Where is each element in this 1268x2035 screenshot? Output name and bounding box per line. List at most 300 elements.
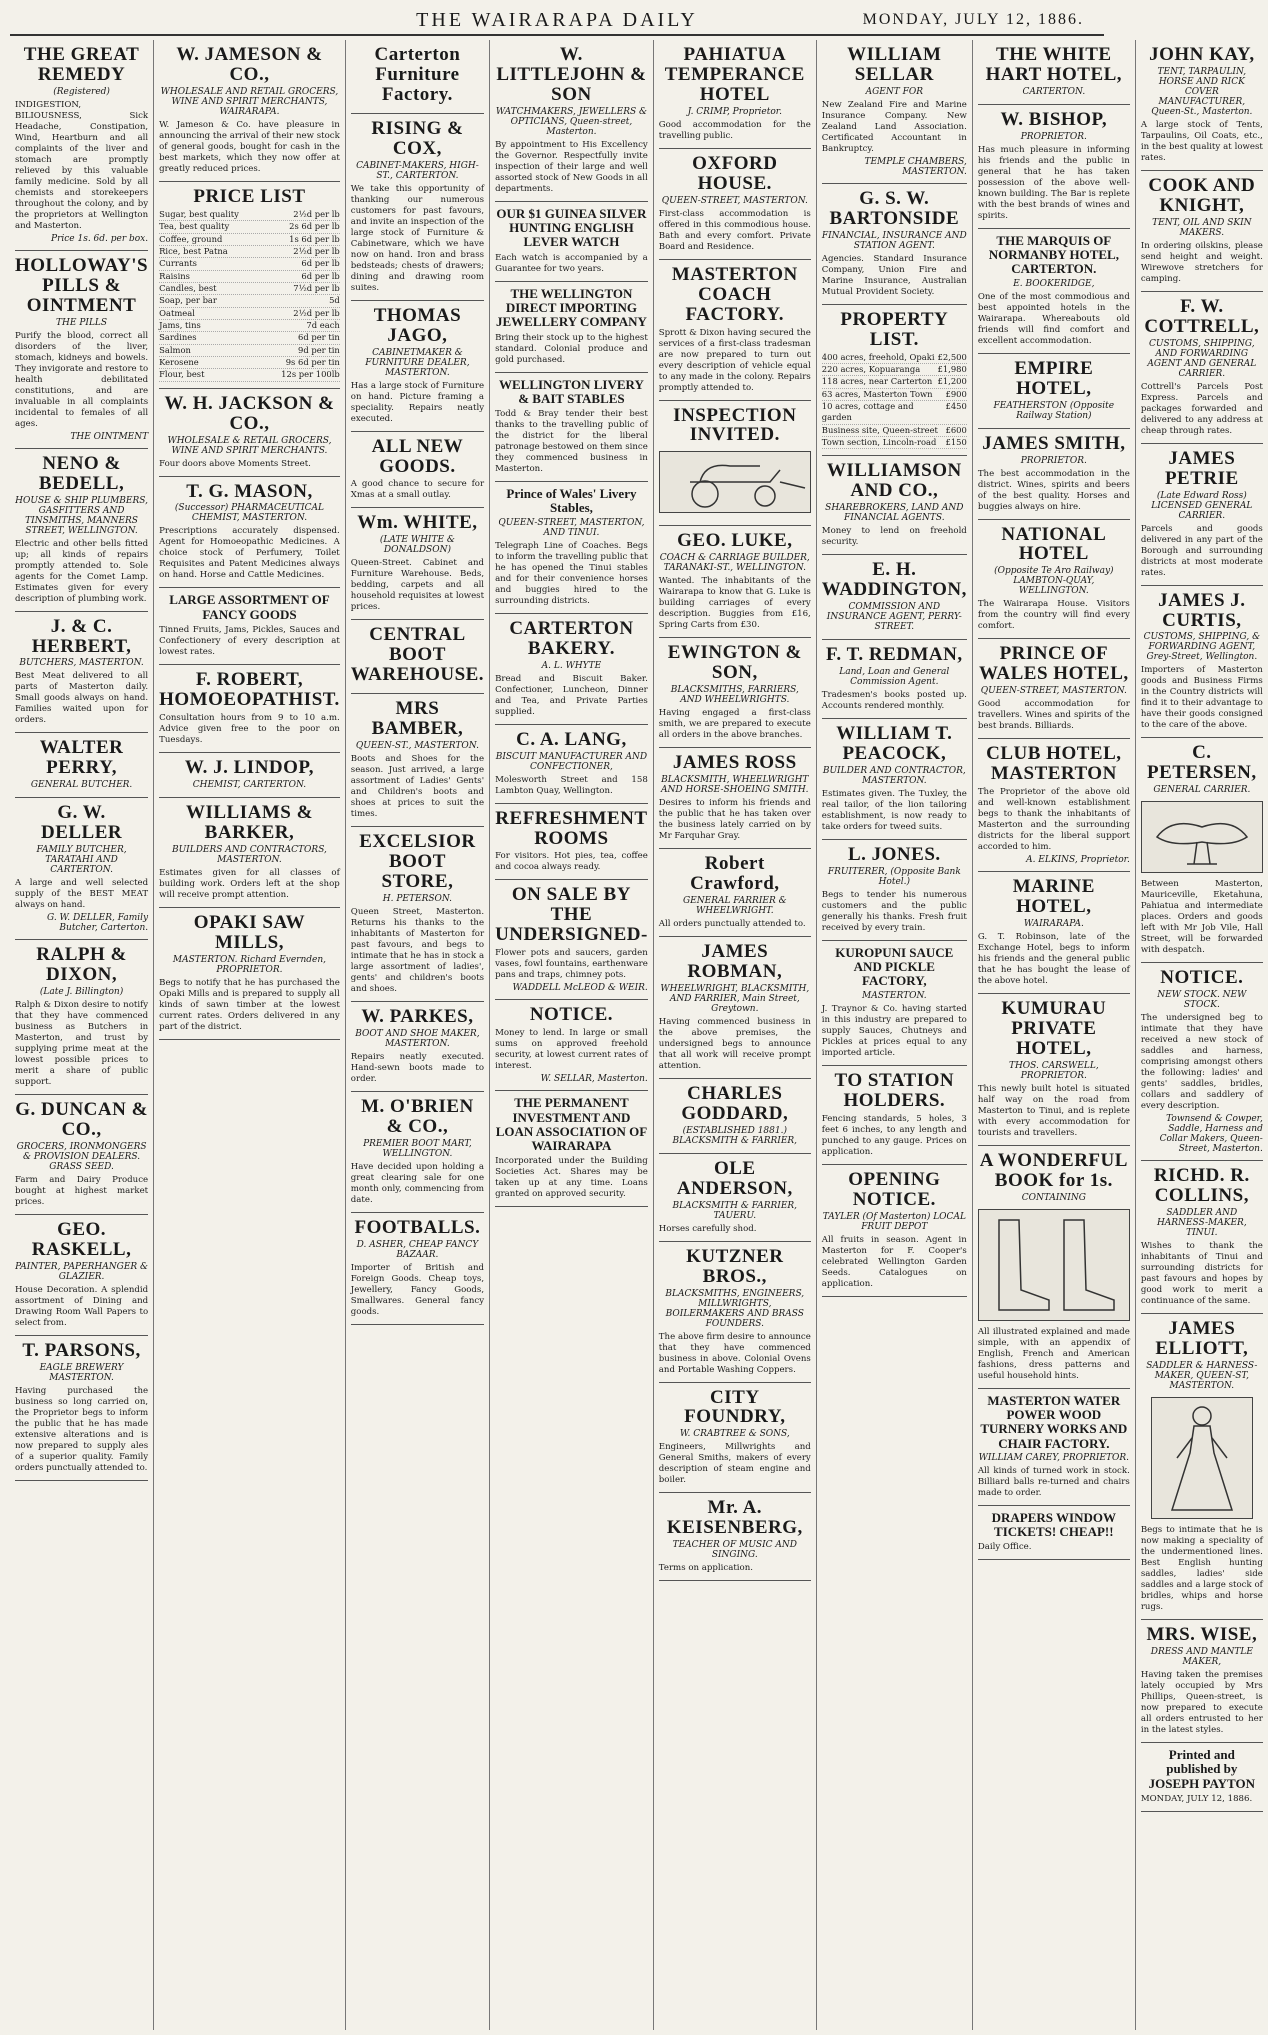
price-item: Rice, best Patna (159, 245, 228, 256)
price-list (822, 352, 967, 450)
ad-heading: NOTICE. (1160, 967, 1244, 989)
ad-body: The best accommodation in the district. Wines, spirits and beers of the best quality. Horses and buggies always on hire. (977, 468, 1130, 512)
advertisement (159, 182, 340, 389)
ad-body: A large stock of Tents, Tarpaulins, Oil Coats, etc., in the best quality at lowest rates. (1140, 119, 1263, 163)
advertisement (351, 827, 484, 1002)
ad-heading: RICHD. R. COLLINS, (1153, 1165, 1250, 1207)
advertisement (495, 282, 648, 373)
ad-subheading: CONTAINING (1021, 1192, 1086, 1203)
ad-subheading: SADDLER AND HARNESS-MAKER, TINUI. (1156, 1208, 1247, 1239)
price-value: 2½d per lb (293, 208, 340, 219)
price-row (822, 389, 967, 401)
price-item: 118 acres, near Carterton (821, 376, 933, 387)
ad-body: Have decided upon holding a great clearing sale for one month only, commencing from date. (350, 1161, 485, 1205)
ad-heading: ON SALE BY THE UNDERSIGNED- (495, 884, 648, 946)
ad-body: Money to lend. In large or small sums on approved freehold security, at lowest current rates of interest. (495, 1028, 648, 1072)
ad-subheading: BLACKSMITHS, FARRIERS, AND WHEELWRIGHTS. (670, 685, 799, 706)
price-value: £2,500 (937, 351, 967, 362)
ad-body: Engineers, Millwrights and General Smiths, makers of every description of steam engine and boiler. (658, 1442, 811, 1486)
price-item: 400 acres, freehold, Opaki (821, 351, 935, 362)
ad-heading: W. J. LINDOP, (184, 756, 315, 778)
ad-heading: JAMES ROSS (672, 752, 797, 774)
ad-subheading: MASTERTON. Richard Evernden, PROPRIETOR. (172, 954, 326, 975)
advertisement (1141, 963, 1263, 1161)
ad-heading: Mr. A. KEISENBERG, (666, 1497, 803, 1539)
ad-heading: OPAKI SAW MILLS, (193, 911, 306, 953)
ad-heading: CARTERTON BAKERY. (509, 617, 634, 659)
ad-heading: GEO. RASKELL, (31, 1218, 132, 1260)
ad-subheading: FAMILY BUTCHER, TARATAHI AND CARTERTON. (36, 845, 127, 876)
ad-subheading: WATCHMAKERS, JEWELLERS & OPTICIANS, Queen-street, Masterton. (495, 106, 648, 137)
ad-body: A good chance to secure for Xmas at a small outlay. (350, 479, 485, 501)
carriage-engraving (659, 451, 811, 513)
advertisement (659, 748, 811, 849)
price-row (159, 308, 340, 320)
advertisement (978, 639, 1130, 739)
ad-body: Fencing standards, 5 holes, 3 feet 6 inches, to any length and punched to any gauge. Prices on application. (821, 1113, 967, 1157)
ad-body: All illustrated explained and made simple, with an appendix of English, French and American fashions, dress patterns and useful household hints. (977, 1326, 1130, 1381)
ad-body: Money to lend on freehold security. (821, 526, 967, 548)
advertisement (822, 1165, 967, 1297)
ad-body: Molesworth Street and 158 Lambton Quay, Wellington. (495, 774, 648, 796)
advertisement (495, 373, 648, 483)
ad-body: Incorporated under the Building Societies Act. Shares may be taken up at any time. Loans granted on approved security. (495, 1156, 648, 1200)
ad-subheading: PROPRIETOR. (1020, 131, 1087, 142)
price-item: Soap, per bar (159, 295, 217, 306)
ad-heading: THE GREAT REMEDY (23, 44, 140, 85)
ad-heading: RALPH & DIXON, (36, 944, 127, 986)
ad-subheading: TENT, OIL AND SKIN MAKERS. (1152, 217, 1252, 238)
price-item: Currants (159, 258, 197, 269)
advertisement (351, 508, 484, 620)
price-value: 6d per lb (301, 270, 340, 281)
ad-body: Each watch is accompanied by a Guarantee for two years. (495, 252, 648, 274)
price-row (159, 221, 340, 233)
ad-heading: LARGE ASSORTMENT OF FANCY GOODS (169, 592, 330, 622)
ad-body: Queen Street, Masterton. Returns his thanks to the inhabitants of Masterton for past favours, and begs to intimate that he has in stock a large assortment of ladies', gents' and children's boots and shoes. (350, 906, 485, 994)
ad-body: Agencies. Standard Insurance Company, Union Fire and Marine Insurance, Australian Mutual Provident Society. (821, 253, 967, 297)
advertisement (659, 849, 811, 937)
price-row (159, 271, 340, 283)
advertisement (351, 1092, 484, 1213)
masthead (10, 6, 1104, 36)
ad-body: This newly built hotel is situated half way on the road from Masterton to Tinui, and is replete with every accommodation for tourists and travellers. (977, 1083, 1130, 1138)
advertisement (15, 449, 148, 612)
price-row (822, 352, 967, 364)
ad-body: W. Jameson & Co. have pleasure in announcing the arrival of their new stock of general goods, bought for cash in the best markets, which they now offer at greatly reduced prices. (159, 119, 340, 174)
advertisement (1141, 738, 1263, 963)
advertisement (495, 1091, 648, 1207)
advertisement (159, 753, 340, 798)
ad-subheading: BOOT AND SHOE MAKER, MASTERTON. (355, 1028, 480, 1049)
ad-subheading: WHEELWRIGHT, BLACKSMITH, AND FARRIER, Main Street, Greytown. (660, 983, 810, 1014)
ad-heading: EMPIRE HOTEL, (1014, 357, 1094, 399)
ad-subheading: (Registered) (53, 86, 110, 97)
ad-body: Has a large stock of Furniture on hand. Picture framing a speciality. Repairs neatly executed. (350, 380, 485, 424)
ad-body: Importer of British and Foreign Goods. Cheap toys, Jewellery, Fancy Goods, Smallwares. General fancy goods. (350, 1262, 485, 1317)
ad-heading: T. PARSONS, (22, 1339, 141, 1361)
advertisement (351, 40, 484, 114)
price-item: Flour, best (159, 369, 205, 380)
advertisement (1141, 1161, 1263, 1314)
ad-subheading: BISCUIT MANUFACTURER AND CONFECTIONER, (495, 751, 648, 772)
ad-body: Telegraph Line of Coaches. Begs to inform the travelling public that he has opened the Tinui stables and for their convenience horses and buggies hired to the surrounding districts. (495, 540, 648, 606)
ad-body: G. T. Robinson, late of the Exchange Hotel, begs to inform his friends and the general public that he has bought the lease of the above hotel. (977, 932, 1130, 987)
advertisement (1141, 586, 1263, 739)
ad-heading: NOTICE. (529, 1004, 614, 1026)
price-value: 7d each (306, 319, 340, 330)
price-item: Candles, best (159, 282, 217, 293)
ad-heading: THE PERMANENT INVESTMENT AND LOAN ASSOCIATION OF WAIRARAPA (495, 1095, 648, 1154)
ad-body: A large and well selected supply of the BEST MEAT always on hand. (15, 878, 149, 911)
ad-heading: W. LITTLEJOHN & SON (496, 44, 647, 105)
ad-body: Good accommodation for travellers. Wines and spirits of the best brands. Billiards. (977, 699, 1130, 732)
advertisement (978, 1389, 1130, 1506)
ad-heading: Carterton Furniture Factory. (374, 44, 461, 105)
ad-signature: WADDELL McLEOD & WEIR. (512, 983, 648, 994)
ad-heading: Printed and published by JOSEPH PAYTON (1148, 1746, 1255, 1791)
ad-subheading: DRESS AND MANTLE MAKER, (1150, 1646, 1253, 1667)
ad-heading: F. T. REDMAN, (826, 644, 963, 666)
price-row (159, 345, 340, 357)
ad-body: In ordering oilskins, please send height and weight. Wirewove stretchers for camping. (1140, 240, 1263, 284)
ad-body: House Decoration. A splendid assortment of Dining and Drawing Room Wall Papers to select from. (15, 1284, 149, 1328)
ad-body: All kinds of turned work in stock. Billiard balls re-turned and chairs made to order. (977, 1465, 1130, 1498)
price-value: 6d per tin (298, 332, 340, 343)
ad-heading: JAMES PETRIE (1164, 447, 1239, 489)
ad-heading: T. G. MASON, (186, 480, 313, 502)
advertisement (351, 114, 484, 301)
advertisement (822, 40, 967, 184)
advertisement (659, 1079, 811, 1154)
ad-body: Desires to inform his friends and the public that he has taken over the business lately carried on by Mr Farquhar Gray. (658, 798, 811, 842)
ad-subheading: WHOLESALE & RETAIL GROCERS, WINE AND SPIRIT MERCHANTS. (167, 435, 332, 456)
ad-body: For visitors. Hot pies, tea, coffee and cocoa always ready. (495, 851, 648, 873)
ad-signature: Price 1s. 6d. per box. (51, 233, 149, 244)
advertisement (495, 614, 648, 725)
advertisement (15, 1215, 148, 1336)
advertisement (15, 798, 148, 940)
ad-heading: M. O'BRIEN & CO., (361, 1095, 474, 1137)
price-item: Coffee, ground (159, 233, 223, 244)
ad-subheading: QUEEN-STREET, MASTERTON. (980, 686, 1127, 697)
ad-signature: G. W. DELLER, Family Butcher, Carterton. (46, 913, 149, 934)
column-5 (654, 40, 817, 2030)
ad-body: Queen-Street. Cabinet and Furniture Warehouse. Beds, bedding, carpets and all household requisites at lowest prices. (350, 558, 485, 613)
ad-signature: A. ELKINS, Proprietor. (1026, 855, 1130, 866)
advertisement (351, 432, 484, 509)
ad-body: The undersigned beg to intimate that they have received a new stock of saddles and harness, comprising amongst others the following: ladies' and gents' saddles, bridles, collars and saddlery of every description. (1140, 1013, 1263, 1112)
ad-subheading: BLACKSMITH & FARRIER, TAUERU. (672, 1200, 798, 1221)
advertisement (978, 429, 1130, 520)
ad-body: Sprott & Dixon having secured the services of a first-class tradesman are now prepared to turn out every description of vehicle equal to any made in the colony. Repairs promptly attended to. (658, 327, 811, 393)
price-item: 10 acres, cottage and garden (821, 401, 914, 423)
ad-heading: PAHIATUA TEMPERANCE HOTEL (664, 44, 805, 105)
advertisement (351, 1002, 484, 1092)
column-7 (973, 40, 1136, 2030)
advertisement (822, 305, 967, 457)
advertisement (822, 840, 967, 941)
column-4 (490, 40, 654, 2030)
ad-body: Having purchased the business so long carried on, the Proprietor begs to inform the public that he has made extensive alterations and is now prepared to supply ales of a superior quality. Family orders punctually attended to. (15, 1385, 149, 1473)
advertisement (159, 665, 340, 753)
advertisement (659, 260, 811, 401)
ad-heading: PROPERTY LIST. (840, 308, 949, 350)
ad-heading: J. & C. HERBERT, (31, 615, 132, 657)
ad-heading: L. JONES. (847, 843, 941, 865)
ad-subheading: THE PILLS (56, 317, 108, 328)
advertisement (978, 105, 1130, 229)
ad-body: Between Masterton, Mauriceville, Eketahuna, Pahiatua and intermediate places. Orders and goods left with Mr Job Vile, Hall Street, will be forwarded with despatch. (1140, 879, 1263, 956)
ad-subheading: TENT, TARPAULIN, HORSE AND RICK COVER MANUFACTURER, Queen-St., Masterton. (1151, 66, 1253, 117)
ad-heading: WILLIAM T. PEACOCK, (836, 723, 953, 764)
ad-heading: C. PETERSEN, (1147, 742, 1257, 784)
ad-heading: F. W. COTTRELL, (1144, 295, 1260, 337)
ad-subheading: BUILDERS AND CONTRACTORS, MASTERTON. (171, 844, 327, 865)
ad-body: The above firm desire to announce that they have commenced business in above. Colonial Ovens and Portable Washing Coppers. (658, 1331, 811, 1375)
ad-subheading: COMMISSION AND INSURANCE AGENT, PERRY-STREET. (826, 602, 962, 633)
advertisement (659, 638, 811, 748)
price-value: 2s 6d per lb (289, 221, 340, 232)
advertisement (822, 1066, 967, 1165)
ad-body: Good accommodation for the travelling public. (658, 119, 811, 141)
advertisement (978, 872, 1130, 994)
advertisement (159, 588, 340, 665)
advertisement (15, 1336, 148, 1481)
advertisement (978, 354, 1130, 429)
price-value: 2½d per lb (293, 245, 340, 256)
advertisement (495, 725, 648, 804)
price-item: Raisins (159, 270, 190, 281)
ad-heading: G. S. W. BARTONSIDE (829, 187, 960, 229)
column-3 (346, 40, 490, 2030)
column-6 (817, 40, 973, 2030)
advertisement (351, 694, 484, 827)
ad-heading: DRAPERS WINDOW TICKETS! CHEAP!! (991, 1509, 1116, 1540)
ad-heading: RISING & COX, (371, 117, 464, 159)
price-row (159, 283, 340, 295)
price-item: Tea, best quality (159, 221, 230, 232)
ad-subheading: PREMIER BOOT MART, WELLINGTON. (363, 1138, 472, 1159)
price-row (159, 258, 340, 270)
advertisement (1141, 292, 1263, 444)
ad-heading: EWINGTON & SON, (667, 642, 802, 684)
ad-subheading: CABINETMAKER & FURNITURE DEALER, MASTERTON. (365, 347, 470, 378)
ad-heading: MASTERTON COACH FACTORY. (671, 263, 798, 325)
advertisement (822, 456, 967, 555)
ad-heading: FOOTBALLS. (354, 1216, 481, 1238)
lady-engraving (1151, 1397, 1253, 1519)
ad-subheading: MASTERTON. (862, 990, 927, 1001)
ad-body: Consultation hours from 9 to 10 a.m. Advice given free to the poor on Tuesdays. (159, 712, 340, 745)
ad-body: Purify the blood, correct all disorders of the liver, stomach, kidneys and bowels. They invigorate and restore to health debilitated constitutions, and are invaluable in all complaints incidental to females of all ages. (15, 330, 149, 429)
ad-subheading: SADDLER & HARNESS-MAKER, QUEEN-ST, MASTERTON. (1146, 1361, 1258, 1391)
advertisement (822, 719, 967, 840)
ad-heading: F. ROBERT, HOMOEOPATHIST. (159, 669, 340, 710)
price-value: 6d per lb (301, 258, 340, 269)
advertisement (978, 229, 1130, 354)
ad-body: Begs to tender his numerous customers and the public generally his thanks. Fresh fruit received by every train. (821, 889, 967, 933)
price-row (159, 246, 340, 258)
ad-subheading: WHOLESALE AND RETAIL GROCERS, WINE AND SPIRIT MERCHANTS, WAIRARAPA. (160, 86, 339, 117)
advertisement (1141, 171, 1263, 292)
ad-subheading: AGENT FOR (865, 86, 924, 97)
advertisement (659, 526, 811, 638)
ad-heading: MASTERTON WATER POWER WOOD TURNERY WORKS AND CHAIR FACTORY. (980, 1392, 1128, 1451)
newspaper-title: THE WAIRARAPA DAILY (416, 8, 698, 31)
ad-subheading: QUEEN-STREET, MASTERTON, AND TINUI. (498, 517, 645, 538)
advertisement (659, 40, 811, 149)
price-row (159, 234, 340, 246)
ad-body: Importers of Masterton goods and Business Firms in the Country districts will find it to their advantage to have their goods consigned to the care of the above. (1140, 665, 1263, 731)
price-value: 7½d per lb (293, 282, 340, 293)
advertisement (495, 1000, 648, 1091)
ad-body: Terms on application. (658, 1563, 753, 1574)
advertisement (495, 880, 648, 1000)
ad-subheading: COACH & CARRIAGE BUILDER, TARANAKI-ST., WELLINGTON. (659, 553, 810, 574)
advertisement (1141, 1743, 1263, 1812)
advertisement (659, 1154, 811, 1242)
ad-body: Boots and Shoes for the season. Just arrived, a large assortment of Ladies' Gents' and Children's boots and shoes at prices to suit the times. (350, 754, 485, 820)
ad-heading: THE MARQUIS OF NORMANBY HOTEL, CARTERTON. (988, 232, 1119, 277)
column-grid (10, 40, 1263, 2030)
price-item: Town section, Lincoln-road (821, 437, 937, 448)
advertisement (351, 301, 484, 432)
ad-heading: OUR $1 GUINEA SILVER HUNTING ENGLISH LEVER WATCH (496, 205, 647, 250)
ad-subheading: D. ASHER, CHEAP FANCY BAZAAR. (356, 1239, 479, 1260)
ad-body: Four doors above Moments Street. (159, 458, 311, 469)
ad-subheading: QUEEN-STREET, MASTERTON. (661, 195, 808, 206)
advertisement (15, 612, 148, 734)
ad-subheading: BUTCHERS, MASTERTON. (19, 658, 144, 669)
ad-body: Begs to intimate that he is now making a speciality of the undermentioned lines. Best English hunting saddles, ladies' side saddles and a large stock of bridles, whips and horse rugs. (1140, 1525, 1263, 1612)
ad-heading: JOHN KAY, (1149, 44, 1255, 65)
ad-subheading: THOS. CARSWELL, PROPRIETOR. (1008, 1060, 1099, 1081)
ad-body: Daily Office. (977, 1542, 1032, 1553)
ad-subheading: CHEMIST, CARTERTON. (192, 779, 307, 790)
ad-body: Best Meat delivered to all parts of Masterton daily. Small goods always on hand. Families waited upon for orders. (15, 671, 149, 726)
advertisement (822, 184, 967, 305)
advertisement (822, 640, 967, 719)
ad-heading: COOK AND KNIGHT, (1148, 174, 1256, 216)
ad-heading: WILLIAMS & BARKER, (185, 801, 313, 843)
ad-body: MONDAY, JULY 12, 1886. (1140, 1793, 1253, 1804)
price-value: £150 (945, 437, 967, 448)
ad-heading: Prince of Wales' Livery Stables, (506, 486, 637, 516)
ad-subheading: GROCERS, IRONMONGERS & PROVISION DEALERS. GRASS SEED. (16, 1141, 147, 1172)
ad-subheading: WILLIAM CAREY, PROPRIETOR. (978, 1452, 1129, 1463)
price-list (159, 209, 340, 382)
price-value: £450 (945, 401, 967, 411)
advertisement (659, 1383, 811, 1494)
ad-body: Having commenced business in the above premises, the undersigned begs to announce that all work will receive prompt attention. (658, 1016, 811, 1071)
advertisement (978, 739, 1130, 872)
ad-body: Begs to notify that he has purchased the Opaki Mills and is prepared to supply all kinds of sawn timber at the lowest current rates. Orders delivered in any part of the district. (159, 977, 340, 1032)
advertisement (978, 994, 1130, 1146)
ad-signature: TEMPLE CHAMBERS, MASTERTON. (864, 156, 967, 177)
advertisement (351, 620, 484, 694)
advertisement (15, 733, 148, 798)
ad-subheading: NEW STOCK. NEW STOCK. (1157, 990, 1247, 1011)
column-8 (1136, 40, 1268, 2030)
ad-body: Electric and other bells fitted up; all kinds of repairs promptly attended to. Sole agents for the Comet Lamp. Estimates given for every description of plumbing work. (15, 538, 149, 604)
ad-heading: REFRESHMENT ROOMS (495, 807, 648, 849)
advertisement (1141, 40, 1263, 171)
ad-heading: C. A. LANG, (516, 728, 627, 750)
ad-subheading: W. CRABTREE & SONS, (679, 1429, 790, 1440)
ad-body: First-class accommodation is offered in this commodious house. Bath and every comfort. Private Board and Residence. (658, 208, 811, 252)
ad-heading: INSPECTION INVITED. (673, 404, 797, 446)
ad-heading: GEO. LUKE, (677, 530, 793, 552)
ad-subheading: GENERAL CARRIER. (1153, 785, 1251, 796)
advertisement (978, 40, 1130, 105)
ad-body: Tradesmen's books posted up. Accounts rendered monthly. (821, 690, 967, 712)
price-item: Salmon (159, 344, 191, 355)
ad-subheading: EAGLE BREWERY MASTERTON. (39, 1362, 124, 1383)
ad-subheading: FINANCIAL, INSURANCE AND STATION AGENT. (821, 230, 967, 251)
advertisement (822, 941, 967, 1066)
ad-heading: W. JAMESON & CO., (176, 44, 323, 85)
ad-heading: EXCELSIOR BOOT STORE, (359, 831, 476, 892)
ad-body: We take this opportunity of thanking our numerous customers for past favours, and invite an inspection of the large stock of Furniture & Cabinetware, which we have now on hand. Iron and brass bedsteads; chests of drawers; dining and drawing room suites. (350, 183, 485, 293)
ad-heading: OLE ANDERSON, (676, 1157, 793, 1199)
ad-subheading: CUSTOMS, SHIPPING, AND FORWARDING AGENT AND GENERAL CARRIER. (1147, 338, 1257, 379)
ad-subheading: CABINET-MAKERS, HIGH-ST., CARTERTON. (356, 160, 479, 181)
ad-heading: CHARLES GODDARD, (681, 1082, 789, 1124)
ad-subheading: (ESTABLISHED 1881.) BLACKSMITH & FARRIER, (672, 1125, 798, 1146)
ad-subheading: BLACKSMITHS, ENGINEERS, MILLWRIGHTS, BOILERMAKERS AND BRASS FOUNDERS. (665, 1288, 805, 1329)
ad-heading: JAMES J. CURTIS, (1158, 589, 1246, 631)
ad-heading: WALTER PERRY, (39, 737, 124, 779)
ad-signature: W. SELLAR, Masterton. (540, 1074, 648, 1085)
saddle-engraving (1141, 801, 1263, 873)
ad-subheading: J. CRIMP, Proprietor. (687, 106, 782, 117)
ad-body: Horses carefully shod. (658, 1223, 757, 1234)
ad-heading: CITY FOUNDRY, (684, 1386, 786, 1428)
ad-heading: A WONDERFUL BOOK for 1s. (979, 1149, 1128, 1191)
advertisement (978, 1506, 1130, 1561)
ad-body: All orders punctually attended to. (658, 919, 806, 929)
ad-body: Estimates given. The Tuxley, the real tailor, of the lion tailoring establishment, is now ready to take orders for tweed suits. (821, 788, 967, 832)
price-item: Kerosene (159, 356, 199, 367)
ad-subheading: SHAREBROKERS, LAND AND FINANCIAL AGENTS. (825, 503, 964, 524)
ad-heading: Wm. WHITE, (357, 512, 478, 534)
price-value: 1s 6d per lb (289, 233, 340, 244)
ad-body: By appointment to His Excellency the Governor. Respectfully invite inspection of their large and well assorted stock of New Goods in all departments. (495, 139, 648, 194)
ad-heading: W. BISHOP, (1000, 108, 1108, 130)
ad-body: Todd & Bray tender their best thanks to the travelling public of the district for the liberal patronage bestowed on them since they commenced business in Masterton. (495, 409, 648, 475)
ad-signature: Townsend & Cowper, Saddle, Harness and Collar Makers, Queen-Street, Masterton. (1159, 1114, 1263, 1155)
price-item: Sugar, best quality (159, 208, 239, 219)
price-item: 63 acres, Masterton Town (821, 388, 933, 399)
price-row (822, 425, 967, 437)
advertisement (495, 482, 648, 614)
price-row (159, 320, 340, 332)
ad-subheading: CUSTOMS, SHIPPING, & FORWARDING AGENT, Grey-Street, Wellington. (1143, 632, 1261, 663)
advertisement (495, 804, 648, 881)
ad-heading: HOLLOWAY'S PILLS & OINTMENT (15, 254, 149, 316)
ad-body: Repairs neatly executed. Hand-sewn boots made to order. (350, 1051, 485, 1084)
advertisement (159, 40, 340, 182)
advertisement (15, 251, 148, 449)
advertisement (159, 908, 340, 1040)
ad-subheading: HOUSE & SHIP PLUMBERS, GASFITTERS AND TINSMITHS, MANNERS STREET, WELLINGTON. (15, 495, 148, 536)
ad-subheading: GENERAL BUTCHER. (30, 780, 133, 791)
ad-body: One of the most commodious and best appointed hotels in the Wairarapa. Whereabouts old friends will find comfort and excellent accommodation. (977, 291, 1130, 346)
price-row (822, 364, 967, 376)
advertisement (822, 555, 967, 640)
price-value: 9s 6d per tin (285, 356, 340, 367)
